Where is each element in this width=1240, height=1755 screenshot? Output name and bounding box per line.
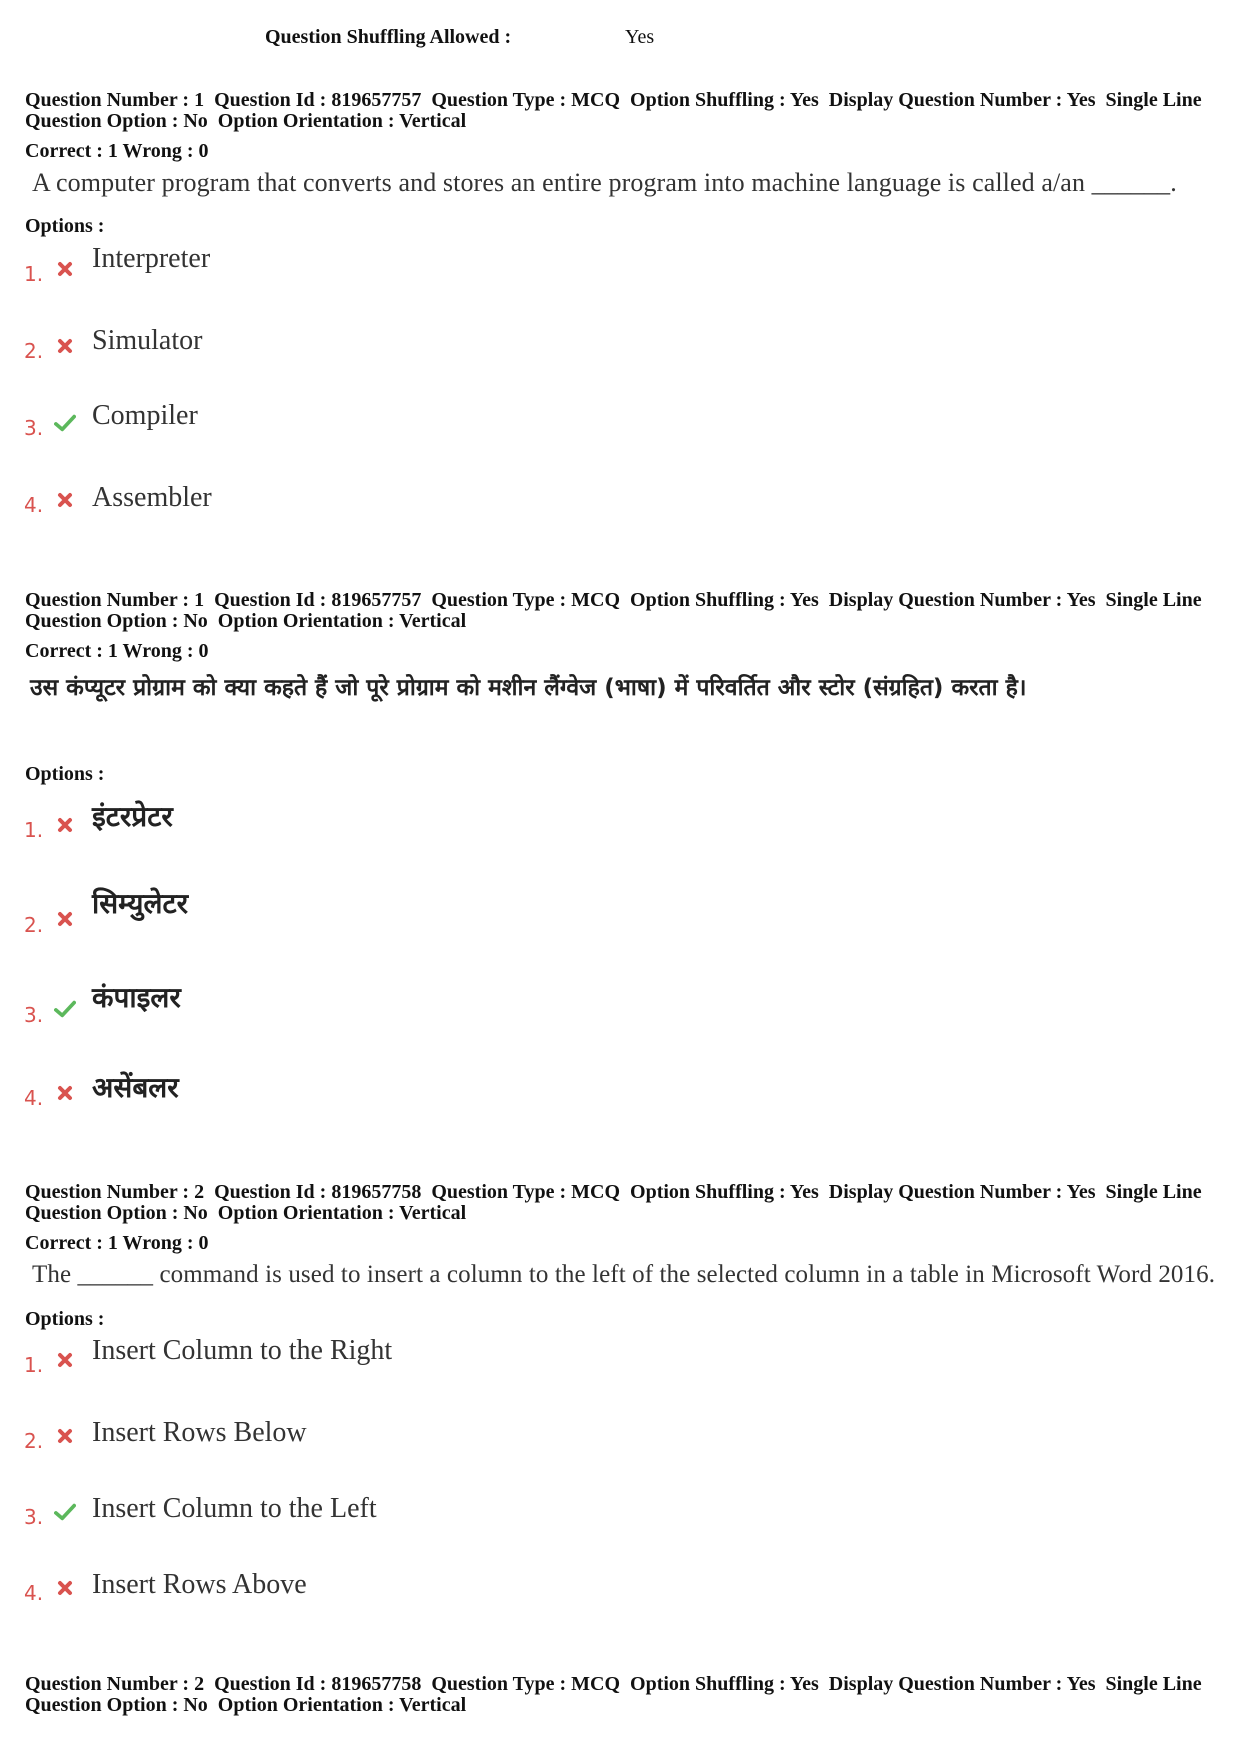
option-text: Interpreter: [92, 243, 211, 274]
cross-icon: [54, 335, 76, 357]
correct-wrong: Correct : 1 Wrong : 0: [25, 1232, 209, 1254]
option-number: 4.: [24, 1086, 44, 1110]
question-meta: Question Number : 1 Question Id : 819657757 Question Type : MCQ Option Shuffling : Yes Display Question Number : Yes Single Line Question Option : No Option Orientation : Vertical: [25, 589, 1207, 632]
option-text: इंटरप्रेटर: [92, 800, 173, 833]
option-text: Assembler: [92, 482, 212, 513]
cross-icon: [54, 908, 76, 930]
option-text: Simulator: [92, 325, 203, 356]
option-number: 3.: [24, 1003, 44, 1027]
option-number: 1.: [24, 262, 44, 286]
question-meta: Question Number : 1 Question Id : 819657757 Question Type : MCQ Option Shuffling : Yes Display Question Number : Yes Single Line Question Option : No Option Orientation : Vertical: [25, 89, 1207, 132]
check-icon: [54, 998, 76, 1020]
cross-icon: [54, 489, 76, 511]
cross-icon: [54, 1577, 76, 1599]
option-number: 2.: [24, 1429, 44, 1453]
option-text: सिम्युलेटर: [92, 887, 189, 920]
cross-icon: [54, 1349, 76, 1371]
shuffling-label: Question Shuffling Allowed :: [265, 26, 512, 48]
question-text: A computer program that converts and stores an entire program into machine language is called a/an ______.: [32, 168, 1177, 197]
question-meta: Question Number : 2 Question Id : 819657758 Question Type : MCQ Option Shuffling : Yes Display Question Number : Yes Single Line Question Option : No Option Orientation : Vertical: [25, 1673, 1207, 1716]
question-text: The ______ command is used to insert a column to the left of the selected column in a table in Microsoft Word 2016.: [32, 1261, 1216, 1288]
options-label: Options :: [25, 1308, 105, 1330]
option-text: Insert Column to the Right: [92, 1335, 393, 1366]
option-text: Insert Column to the Left: [92, 1493, 377, 1524]
option-number: 1.: [24, 1353, 44, 1377]
option-number: 1.: [24, 818, 44, 842]
correct-wrong: Correct : 1 Wrong : 0: [25, 140, 209, 162]
question-meta: Question Number : 2 Question Id : 819657758 Question Type : MCQ Option Shuffling : Yes Display Question Number : Yes Single Line Question Option : No Option Orientation : Vertical: [25, 1181, 1207, 1224]
correct-wrong: Correct : 1 Wrong : 0: [25, 640, 209, 662]
check-icon: [54, 412, 76, 434]
option-text: Compiler: [92, 400, 198, 431]
cross-icon: [54, 814, 76, 836]
option-number: 3.: [24, 1505, 44, 1529]
options-label: Options :: [25, 215, 105, 237]
option-number: 4.: [24, 1581, 44, 1605]
option-number: 2.: [24, 913, 44, 937]
question-text: उस कंप्यूटर प्रोग्राम को क्या कहते हैं जो पूरे प्रोग्राम को मशीन लैंग्वेज (भाषा) में परिवर्तित और स्टोर (संग्रहित) करता है।: [30, 675, 1027, 701]
cross-icon: [54, 1425, 76, 1447]
cross-icon: [54, 1082, 76, 1104]
check-icon: [54, 1501, 76, 1523]
option-number: 4.: [24, 493, 44, 517]
option-text: कंपाइलर: [92, 981, 181, 1014]
cross-icon: [54, 258, 76, 280]
options-label: Options :: [25, 763, 105, 785]
option-text: असेंबलर: [92, 1071, 179, 1104]
option-number: 2.: [24, 339, 44, 363]
option-number: 3.: [24, 416, 44, 440]
shuffling-value: Yes: [625, 26, 655, 48]
option-text: Insert Rows Below: [92, 1417, 307, 1448]
option-text: Insert Rows Above: [92, 1569, 307, 1600]
